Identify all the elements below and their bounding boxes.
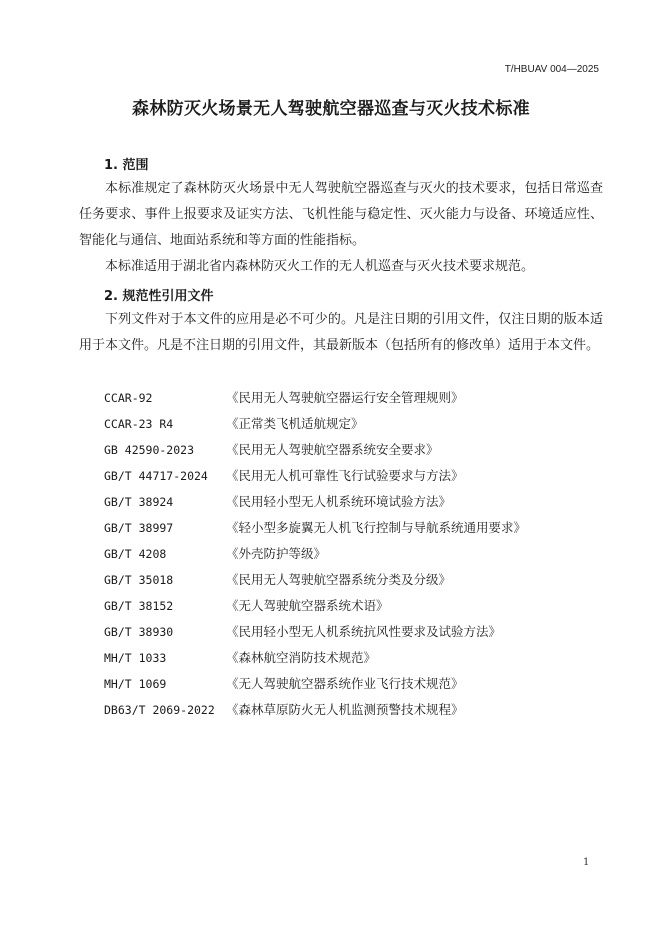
scope-paragraph-2: 本标准适用于湖北省内森林防灭火工作的无人机巡查与灭火技术要求规范。 [105, 259, 535, 274]
reference-row [104, 697, 526, 723]
reference-title: 《外壳防护等级》 [226, 546, 327, 561]
section-heading-scope: 1. 范围 [104, 158, 149, 173]
reference-code: GB/T 38152 [104, 599, 174, 613]
reference-code: CCAR-92 [104, 391, 153, 405]
page-number: 1 [583, 857, 590, 868]
reference-title: 《民用无人驾驶航空器运行安全管理规则》 [226, 390, 464, 405]
reference-code: DB63/T 2069-2022 [104, 703, 215, 717]
reference-row [104, 385, 526, 411]
reference-code: GB/T 38930 [104, 625, 174, 639]
reference-title: 《轻小型多旋翼无人机飞行控制与导航系统通用要求》 [226, 520, 527, 535]
reference-list [104, 385, 526, 723]
document-code: T/HBUAV 004—2025 [504, 64, 599, 75]
references-intro-paragraph: 下列文件对于本文件的应用是必不可少的。凡是注日期的引用文件，仅注日期的版本适用于本文件。凡是不注日期的引用文件，其最新版本（包括所有的修改单）适用于本文件。 [79, 312, 603, 353]
scope-paragraph-1: 本标准规定了森林防灭火场景中无人驾驶航空器巡查与灭火的技术要求，包括日常巡查任务要求、事件上报要求及证实方法、飞机性能与稳定性、灭火能力与设备、环境适应性、智能化与通信、地面站系统和等方面的性能指标。 [79, 181, 603, 248]
reference-code: CCAR-23 R4 [104, 417, 174, 431]
reference-row [104, 593, 526, 619]
reference-code: GB 42590-2023 [104, 443, 195, 457]
reference-title: 《无人驾驶航空器系统术语》 [226, 598, 389, 613]
reference-row [104, 645, 526, 671]
reference-title: 《民用无人机可靠性飞行试验要求与方法》 [226, 468, 464, 483]
reference-code: GB/T 38997 [104, 521, 174, 535]
reference-row [104, 541, 526, 567]
reference-row [104, 671, 526, 697]
section-heading-normative-references: 2. 规范性引用文件 [104, 289, 214, 304]
reference-row [104, 437, 526, 463]
reference-code: MH/T 1033 [104, 651, 167, 665]
reference-row [104, 489, 526, 515]
reference-code: GB/T 35018 [104, 573, 174, 587]
reference-row [104, 619, 526, 645]
reference-code: MH/T 1069 [104, 677, 167, 691]
reference-row [104, 411, 526, 437]
reference-title: 《民用无人驾驶航空器系统分类及分级》 [226, 572, 452, 587]
document-title: 森林防灭火场景无人驾驶航空器巡查与灭火技术标准 [132, 99, 530, 119]
reference-title: 《无人驾驶航空器系统作业飞行技术规范》 [226, 676, 464, 691]
reference-title: 《民用轻小型无人机系统抗风性要求及试验方法》 [226, 624, 502, 639]
reference-row [104, 463, 526, 489]
reference-title: 《森林草原防火无人机监测预警技术规程》 [226, 702, 464, 717]
reference-title: 《民用无人驾驶航空器系统安全要求》 [226, 442, 439, 457]
reference-code: GB/T 44717-2024 [104, 469, 208, 483]
reference-row [104, 515, 526, 541]
reference-row [104, 567, 526, 593]
reference-code: GB/T 4208 [104, 547, 167, 561]
reference-title: 《森林航空消防技术规范》 [226, 650, 377, 665]
reference-code: GB/T 38924 [104, 495, 174, 509]
reference-title: 《正常类飞机适航规定》 [226, 416, 364, 431]
reference-title: 《民用轻小型无人机系统环境试验方法》 [226, 494, 452, 509]
